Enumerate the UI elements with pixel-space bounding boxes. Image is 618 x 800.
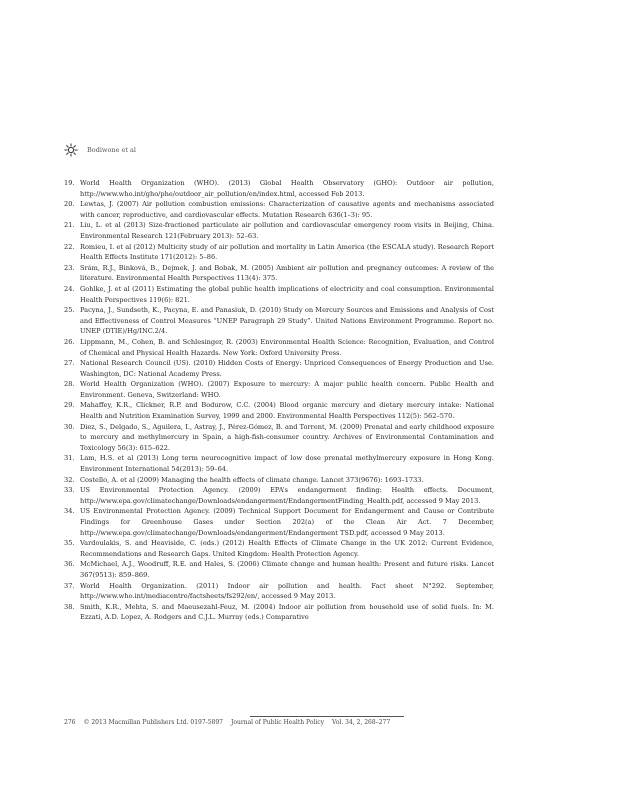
reference-item (64, 422, 494, 454)
reference-number: 23. (64, 263, 75, 272)
reference-number: 25. (64, 306, 75, 315)
reference-text: US Environmental Protection Agency. (2009) EPA’s endangerment finding: Health effects. Document, http://www.epa.gov/climatechange/Downloads/endangerment/EndangermentFinding_Health.pdf, accessed 9 May 2013. (80, 486, 494, 505)
reference-number: 36. (64, 560, 75, 569)
page-number: 276 (64, 719, 76, 726)
reference-text: Pacyna, J., Sundseth, K., Pacyna, E. and Panasiuk, D. (2010) Study on Mercury Sources and Emissions and Analysis of Cost and Effectiveness of Control Measures “UNEP Paragraph 29 Study”. United Nations Environment Programme. Report no. UNEP (DTIE)/Hg/INC.2/4. (80, 306, 494, 336)
reference-number: 31. (64, 454, 75, 463)
reference-number: 33. (64, 486, 75, 495)
reference-text: Srám, R.J., Binková, B., Dejmek, J. and Bobak, M. (2005) Ambient air pollution and pregnancy outcomes: A review of the literature. Environmental Health Perspectives 113(4): 375. (80, 263, 494, 283)
reference-item (64, 263, 494, 284)
publisher-logo-icon (64, 143, 78, 157)
reference-number: 21. (64, 221, 75, 230)
reference-number: 35. (64, 539, 75, 548)
reference-text: Romieu, I. et al (2012) Multicity study of air pollution and mortality in Latin America (the ESCALA study). Research Report Health Effects Institute 171(2012): 5–86. (80, 242, 494, 262)
reference-text: Liu, L. et al (2013) Size-fractioned particulate air pollution and cardiovascular emergency room visits in Beijing, China. Environmental Research 121(February 2013): 52–63. (80, 221, 494, 240)
reference-text: Lippmann, M., Cohen, B. and Schlesinger, R. (2003) Environmental Health Science: Recognition, Evaluation, and Control of Chemical and Physical Health Hazards. New York: Oxford University Press. (80, 337, 494, 357)
reference-item (64, 453, 494, 474)
reference-text: Gohlke, J. et al (2011) Estimating the global public health implications of electricity and coal consumption. Environmental Health Perspectives 119(6): 821. (80, 284, 494, 304)
reference-number: 32. (64, 475, 75, 484)
reference-number: 22. (64, 242, 75, 251)
reference-number: 34. (64, 507, 75, 516)
reference-item (64, 581, 494, 602)
header-author: Bodiwone et al (87, 146, 136, 154)
footer-copyright: © 2013 Macmillan Publishers Ltd. 0197-5897 (83, 719, 223, 726)
reference-text: Mahaffey, K.R., Clickner, R.P. and Bodurow, C.C. (2004) Blood organic mercury and dietary mercury intake: National Health and Nutrition Examination Survey, 1999 and 2000. Environmental Health Perspectives 112(5): 562–570. (80, 401, 494, 421)
reference-item (64, 538, 494, 559)
reference-item (64, 199, 494, 220)
reference-item (64, 506, 494, 538)
reference-text: World Health Organization (WHO). (2013) Global Health Observatory (GHO): Outdoor air pollution, http://www.who.int/gho/phe/outdoor_air_pollution/en/index.html, accessed Feb 2013. (80, 179, 494, 198)
reference-text: National Research Council (US). (2010) Hidden Costs of Energy: Unpriced Consequences of Energy Production and Use. Washington, DC: National Academy Press. (80, 359, 494, 378)
reference-item (64, 220, 494, 241)
reference-number: 19. (64, 179, 75, 187)
reference-number: 37. (64, 581, 75, 590)
reference-text: Lam, H.S. et al (2013) Long term neurocognitive impact of low dose prenatal methylmercury exposure in Hong Kong. Environment International 54(2013): 59–64. (80, 454, 494, 474)
running-header (64, 143, 136, 157)
reference-item (64, 305, 494, 337)
reference-number: 30. (64, 422, 75, 431)
reference-text: Vardoulakis, S. and Heaviside, C. (eds.) (2012) Health Effects of Climate Change in the UK 2012: Current Evidence, Recommendations and Research Gaps. United Kingdom: Health Protection Agency. (80, 539, 494, 558)
footer-volume: Vol. 34, 2, 268–277 (332, 719, 391, 726)
footer-divider (250, 716, 404, 717)
page-footer (64, 719, 390, 726)
reference-text: Diez, S., Delgado, S., Aguilera, I., Astray, J., Pérez-Gómez, B. and Torrent, M. (2009) Prenatal and early childhood exposure to mercury and methylmercury in Spain, a high-fish-consumer country. Archives of Environmental Contamination and Toxicology 56(3): 615–622. (80, 422, 494, 452)
reference-text: US Environmental Protection Agency. (2009) Technical Support Document for Endangerment and Cause or Contribute Findings for Greenhouse Gases under Section 202(a) of the Clean Air Act. 7 December, http://www.epa.gov/climatechange/Downloads/endangerment/Endangerment TSD.pdf, accessed 9 May 2013. (80, 507, 494, 537)
reference-text: McMichael, A.J., Woodruff, R.E. and Hales, S. (2006) Climate change and human health: Present and future risks. Lancet 367(9513): 859–869. (80, 560, 494, 579)
reference-number: 24. (64, 284, 75, 293)
reference-number: 26. (64, 337, 75, 346)
reference-number: 20. (64, 200, 75, 209)
reference-text: World Health Organization. (2011) Indoor air pollution and health. Fact sheet N°292. September, http://www.who.int/mediacentre/factsheets/fs292/en/, accessed 9 May 2013. (80, 581, 494, 601)
reference-item (64, 559, 494, 580)
reference-item (64, 284, 494, 305)
reference-item (64, 379, 494, 400)
reference-item (64, 475, 494, 486)
reference-item (64, 602, 494, 623)
reference-item (64, 242, 494, 263)
reference-item (64, 178, 494, 199)
reference-item (64, 485, 494, 506)
reference-item (64, 358, 494, 379)
reference-item (64, 400, 494, 421)
reference-number: 38. (64, 602, 75, 611)
reference-item (64, 337, 494, 358)
reference-list (64, 178, 494, 623)
reference-text: Costello, A. et al (2009) Managing the health effects of climate change. Lancet 373(9676): 1693–1733. (80, 475, 424, 484)
reference-number: 28. (64, 380, 75, 389)
reference-number: 27. (64, 359, 75, 368)
reference-text: Smith, K.R., Mehta, S. and Maeusezahl-Feuz, M. (2004) Indoor air pollution from household use of solid fuels. In: M. Ezzati, A.D. Lopez, A. Rodgers and C.J.L. Murray (eds.) Comparative (80, 602, 494, 622)
reference-text: Lewtas, J. (2007) Air pollution combustion emissions: Characterization of causative agents and mechanisms associated with cancer, reproductive, and cardiovascular effects. Mutation Research 636(1–3): 95. (80, 200, 494, 219)
footer-journal: Journal of Public Health Policy (230, 719, 325, 726)
reference-number: 29. (64, 401, 75, 410)
reference-text: World Health Organization (WHO). (2007) Exposure to mercury: A major public health concern. Public Health and Environment. Geneva, Switzerland: WHO. (80, 380, 494, 399)
